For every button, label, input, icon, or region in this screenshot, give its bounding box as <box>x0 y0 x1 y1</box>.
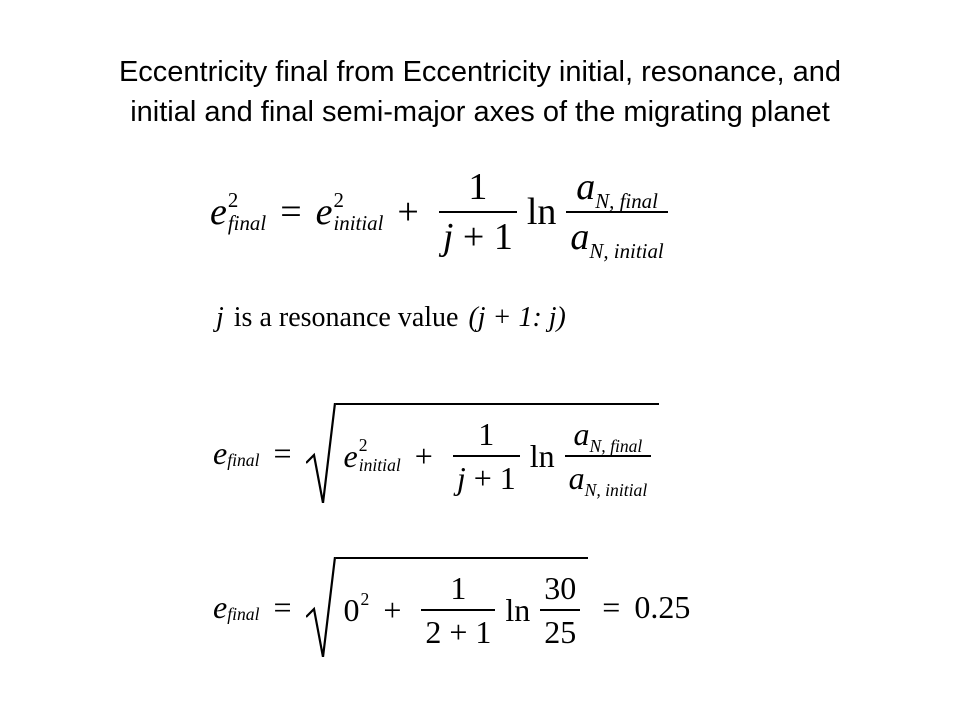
eq4-den-plus: + <box>449 614 468 650</box>
eq1-ln-operator: ln <box>526 191 557 233</box>
eq1-fraction-numerator: 1 <box>468 166 488 208</box>
eq3-e-final-subscript: final <box>227 449 260 470</box>
eq1-e-final-subscript: final <box>227 211 267 236</box>
eq4-fraction-numerator: 1 <box>450 570 467 606</box>
eq1-a-final-subscript: N, final <box>595 188 658 213</box>
eq3-den-one: 1 <box>499 460 516 496</box>
eq4-e-final-base: e <box>213 589 228 625</box>
eq1-a-initial-subscript: N, initial <box>589 238 664 263</box>
eq3-radical-sign <box>306 403 336 503</box>
eq1-equals-sign: = <box>280 191 302 233</box>
eq4-e-final-subscript: final <box>227 603 260 624</box>
eq4-fraction-denominator <box>421 611 495 648</box>
eq1-ratio-denominator <box>566 213 667 263</box>
resonance-definition <box>216 304 566 332</box>
eq3-equals-sign: = <box>273 435 292 471</box>
eq1-j-symbol: j <box>442 216 454 258</box>
eq3-a-final: a <box>573 416 590 452</box>
eq4-e-initial-exponent: 2 <box>360 589 370 610</box>
eq3-resonance-fraction <box>453 418 520 494</box>
eq3-j-symbol: j <box>456 460 466 496</box>
equation-eccentricity-root <box>213 403 659 503</box>
eq3-a-initial: a <box>568 460 585 496</box>
eq1-den-one: 1 <box>493 216 513 258</box>
definition-variable: j <box>216 302 224 333</box>
eq4-den-one: 1 <box>475 614 492 650</box>
eq3-ratio-denominator <box>565 457 652 501</box>
eq3-fraction-numerator: 1 <box>478 416 495 452</box>
title-line-1: Eccentricity final from Eccentricity initial, resonance, and <box>118 56 842 88</box>
eq1-axes-ratio <box>566 166 667 263</box>
eq4-radicand <box>336 557 589 657</box>
eq1-a-final: a <box>576 166 596 208</box>
eq4-ratio-denominator: 25 <box>544 614 577 650</box>
eq4-ln-operator: ln <box>505 592 531 628</box>
eq4-resonance-fraction <box>421 572 495 648</box>
definition-ratio: (j + 1: j) <box>468 302 566 333</box>
eq4-e-initial-scripts <box>361 591 370 628</box>
eq1-e-initial-subscript: initial <box>333 211 384 236</box>
eq3-fraction-denominator <box>453 457 520 494</box>
eq4-j-value: 2 <box>425 614 442 650</box>
eq3-e-final-base: e <box>213 435 228 471</box>
eq3-den-plus: + <box>473 460 492 496</box>
eq3-ratio-numerator <box>570 418 647 455</box>
definition-text: is a resonance value <box>233 302 459 333</box>
eq3-plus-sign: + <box>414 438 433 474</box>
eq1-a-initial: a <box>570 216 590 258</box>
eq3-e-initial-base: e <box>343 438 358 474</box>
eq1-e-final-exponent: 2 <box>227 187 239 212</box>
eq1-fraction-denominator <box>439 213 517 256</box>
eq4-result-value: 0.25 <box>634 589 691 625</box>
eq4-ratio-numerator: 30 <box>544 570 577 606</box>
eq1-plus-sign: + <box>397 191 419 233</box>
eq1-e-initial-scripts <box>333 187 384 236</box>
eq4-e-initial-value: 0 <box>343 592 360 628</box>
eq3-radicand <box>336 403 660 503</box>
eq4-result-equals: = <box>602 589 621 625</box>
title-line-2: initial and final semi-major axes of the migrating planet <box>130 96 830 128</box>
eq4-square-root <box>306 557 589 657</box>
eq1-resonance-fraction <box>439 168 517 256</box>
eq3-axes-ratio <box>565 416 652 501</box>
eq1-ratio-numerator <box>572 168 662 211</box>
eq1-e-final-base: e <box>210 191 227 233</box>
eq4-equals-sign: = <box>273 589 292 625</box>
eq1-e-initial-exponent: 2 <box>333 187 344 212</box>
eq4-axes-ratio <box>540 572 580 648</box>
eq3-a-final-subscript: N, final <box>589 436 643 457</box>
eq3-ln-operator: ln <box>529 438 555 474</box>
eq3-a-initial-subscript: N, initial <box>584 480 648 501</box>
eq3-e-initial-subscript: initial <box>358 455 401 476</box>
eq4-plus-sign: + <box>383 592 402 628</box>
slide-title <box>0 52 960 132</box>
equation-numeric-example <box>213 557 690 657</box>
equation-squared-eccentricity <box>210 166 674 263</box>
eq1-e-final-scripts <box>227 187 267 236</box>
eq3-e-initial-scripts <box>359 437 401 474</box>
eq3-e-initial-exponent: 2 <box>358 435 368 456</box>
eq1-e-initial-base: e <box>315 191 333 233</box>
eq3-square-root <box>306 403 660 503</box>
eq1-den-plus: + <box>462 216 485 258</box>
eq4-radical-sign <box>306 557 336 657</box>
